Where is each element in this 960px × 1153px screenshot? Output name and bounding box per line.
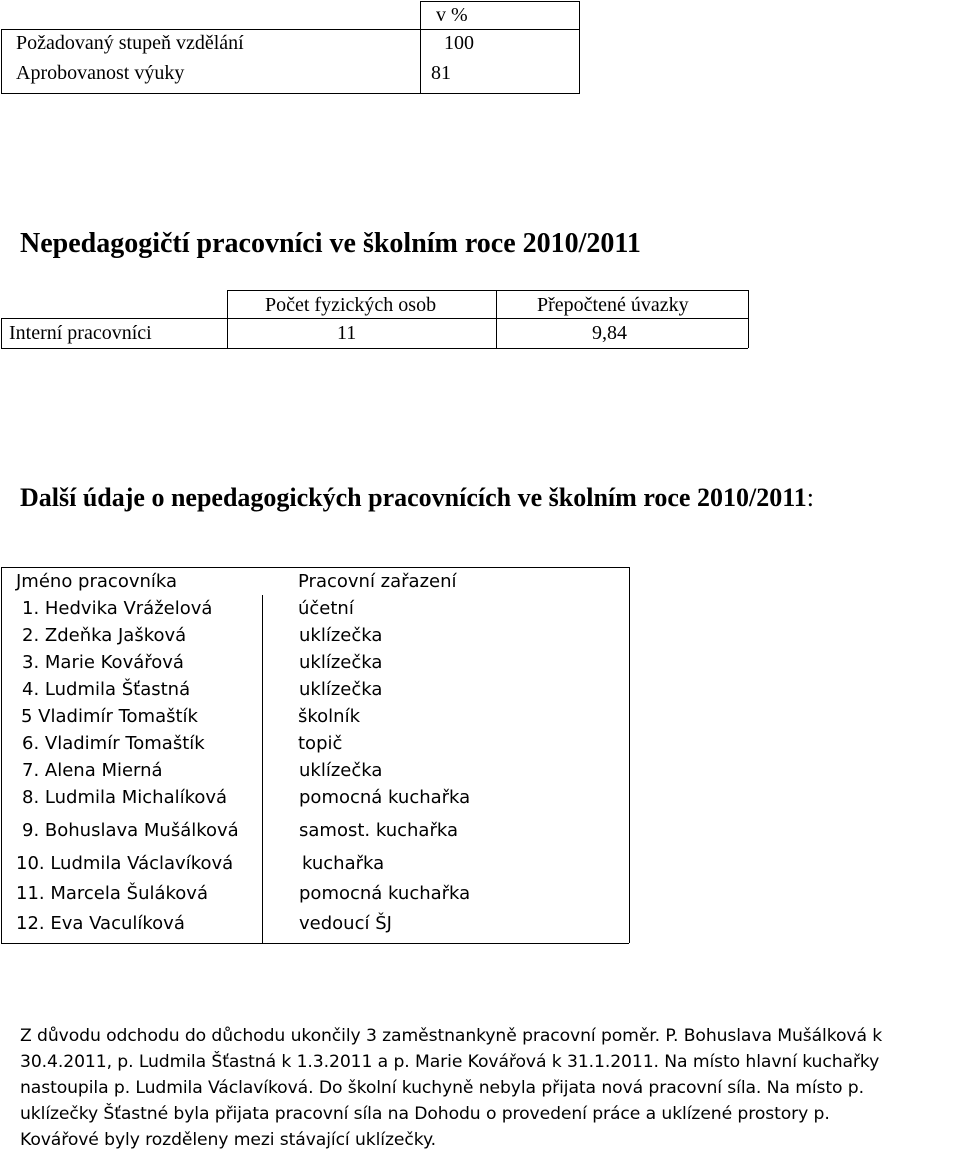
employee-role: vedoucí ŠJ xyxy=(299,913,392,934)
departures-note xyxy=(20,1023,960,1153)
employee-role: uklízečka xyxy=(299,679,383,700)
employee-name-column-header: Jméno pracovníka xyxy=(16,571,178,592)
percent-column-header: v % xyxy=(436,4,468,26)
employee-name: 9. Bohuslava Mušálková xyxy=(22,820,239,841)
employee-role: uklízečka xyxy=(299,652,383,673)
approbation-label: Aprobovanost výuky xyxy=(16,62,185,84)
approbation-value: 81 xyxy=(431,62,451,84)
employee-name: 2. Zdeňka Jašková xyxy=(22,625,187,646)
employee-name: 4. Ludmila Šťastná xyxy=(22,679,191,700)
note-line: nastoupila p. Ludmila Václavíková. Do školní kuchyně nebyla přijata nová pracovní síla. Na místo p. xyxy=(20,1078,864,1098)
employee-name: 1. Hedvika Vráželová xyxy=(22,598,213,619)
employee-role: uklízečka xyxy=(299,625,383,646)
employee-role: uklízečka xyxy=(299,760,383,781)
employee-name: 7. Alena Mierná xyxy=(22,760,163,781)
employee-role: pomocná kuchařka xyxy=(299,787,471,808)
employee-name: 10. Ludmila Václavíková xyxy=(16,853,234,874)
employee-role: kuchařka xyxy=(302,853,385,874)
staff-details-heading-colon: : xyxy=(806,483,814,512)
employee-role: topič xyxy=(298,733,343,754)
employee-name: 12. Eva Vaculíková xyxy=(16,913,185,934)
note-line: uklízečky Šťastné byla přijata pracovní síla na Dohodu o provedení práce a uklízené prostory p. xyxy=(20,1104,830,1124)
employee-name: 5 Vladimír Tomaštík xyxy=(21,706,198,727)
note-line: Kovářové byly rozděleny mezi stávající uklízečky. xyxy=(20,1130,436,1150)
job-position-column-header: Pracovní zařazení xyxy=(298,571,457,592)
fte-column-header: Přepočtené úvazky xyxy=(537,294,689,316)
employee-role: samost. kuchařka xyxy=(299,820,458,841)
employee-name: 3. Marie Kovářová xyxy=(22,652,184,673)
employee-name: 11. Marcela Šuláková xyxy=(16,883,208,904)
note-line: 30.4.2011, p. Ludmila Šťastná k 1.3.2011 a p. Marie Kovářová k 31.1.2011. Na místo hlavní kuchařky xyxy=(20,1052,880,1072)
section-heading-nonteaching-staff: Nepedagogičtí pracovníci ve školním roce 2010/2011 xyxy=(20,228,641,259)
qualification-label: Požadovaný stupeň vzdělání xyxy=(16,32,244,54)
section-heading-staff-details xyxy=(20,482,814,514)
note-line: Z důvodu odchodu do důchodu ukončily 3 zaměstnankyně pracovní poměr. P. Bohuslava Mušálková k xyxy=(20,1026,883,1046)
employee-role: pomocná kuchařka xyxy=(299,883,471,904)
employee-role: školník xyxy=(298,706,361,727)
headcount-column-header: Počet fyzických osob xyxy=(265,294,437,316)
internal-staff-label: Interní pracovníci xyxy=(9,322,152,344)
employee-name: 6. Vladimír Tomaštík xyxy=(22,733,205,754)
internal-staff-fte: 9,84 xyxy=(592,322,627,344)
staff-details-heading-text: Další údaje o nepedagogických pracovnících ve školním roce 2010/2011 xyxy=(20,483,807,512)
employee-role: účetní xyxy=(298,598,354,619)
internal-staff-count: 11 xyxy=(337,322,357,344)
employee-name: 8. Ludmila Michalíková xyxy=(22,787,228,808)
qualification-value: 100 xyxy=(444,32,474,54)
